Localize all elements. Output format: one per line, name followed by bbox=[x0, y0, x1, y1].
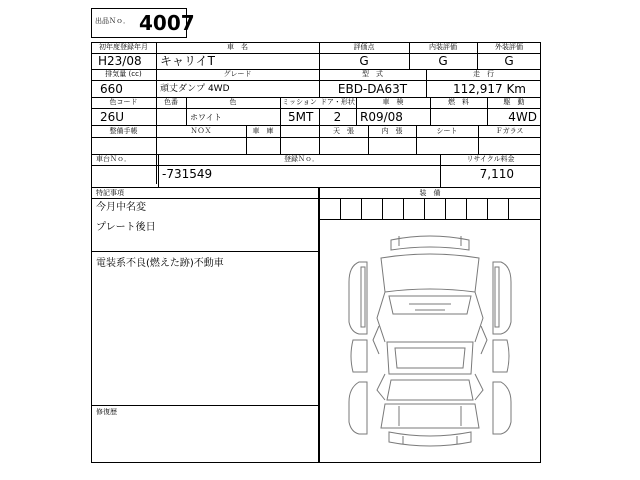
equipment-grid-line bbox=[340, 198, 341, 219]
score-value: G bbox=[359, 54, 369, 68]
car-name-label: 車 名 bbox=[227, 43, 248, 51]
equipment-grid-line bbox=[466, 198, 467, 219]
row-line bbox=[91, 125, 541, 126]
interior-cover-label: 内 張 bbox=[381, 127, 403, 135]
notes-header-line bbox=[91, 198, 319, 199]
color-no-label: 色番 bbox=[164, 98, 178, 106]
color-value: ホワイト bbox=[190, 113, 222, 122]
color-code-value: 26U bbox=[100, 110, 125, 124]
doors-label: ドア・形状 bbox=[320, 98, 355, 106]
grade-label: グレード bbox=[223, 70, 252, 78]
repair-label: 修復歴 bbox=[96, 408, 117, 416]
seat-label: シート bbox=[436, 127, 458, 135]
model-value: EBD-DA63T bbox=[337, 82, 408, 96]
doors-value: 2 bbox=[333, 110, 342, 124]
chassis-value: -731549 bbox=[162, 167, 213, 181]
drive-value: 4WD bbox=[508, 110, 537, 124]
mileage-value: 112,917 Km bbox=[453, 82, 526, 96]
repair-divider bbox=[91, 405, 319, 406]
nox-label: ＮＯＸ bbox=[190, 127, 212, 135]
mileage-label: 走 行 bbox=[473, 70, 494, 78]
color-label: 色 bbox=[229, 98, 237, 106]
notes-label: 特記事項 bbox=[96, 189, 124, 197]
recycle-value: 7,110 bbox=[479, 167, 514, 181]
equipment-grid-line bbox=[487, 198, 488, 219]
recycle-label: リサイクル料金 bbox=[466, 155, 515, 163]
inspection-value: R09/08 bbox=[360, 110, 403, 124]
interior-label: 内装評価 bbox=[429, 43, 457, 51]
equipment-grid-line bbox=[361, 198, 362, 219]
model-label: 型 式 bbox=[362, 70, 383, 78]
glass-label: Ｆガラス bbox=[495, 127, 524, 135]
color-code-label: 色コード bbox=[109, 98, 138, 106]
inspection-label: 車 検 bbox=[382, 98, 404, 106]
first-reg-value: H23/08 bbox=[98, 54, 142, 68]
first-reg-label: 初年度登録年月 bbox=[99, 43, 148, 51]
score-label: 評価点 bbox=[353, 43, 375, 51]
note-line-1: 今月中名変 bbox=[96, 202, 146, 213]
note-line-3: 電装系不良(燃えた跡)不動車 bbox=[96, 258, 224, 269]
row-line bbox=[91, 108, 541, 109]
note-line-2: プレート後日 bbox=[96, 222, 156, 233]
equipment-grid-line bbox=[382, 198, 383, 219]
grade-value: 頑丈ダンプ 4WD bbox=[160, 84, 230, 94]
car-name-value: キャリイT bbox=[160, 54, 215, 68]
equipment-grid-bottom bbox=[319, 219, 541, 220]
drive-label: 駆 動 bbox=[503, 98, 525, 106]
displacement-value: 660 bbox=[100, 82, 123, 96]
interior-value: G bbox=[438, 54, 448, 68]
steering-label: 車 庫 bbox=[252, 127, 274, 135]
manual-label: 整備手帳 bbox=[109, 127, 138, 135]
chassis-label: 車台Ｎｏ． bbox=[96, 155, 131, 163]
displacement-label: 排気量 (cc) bbox=[105, 70, 142, 78]
equipment-grid-line bbox=[445, 198, 446, 219]
exterior-label: 外装評価 bbox=[495, 43, 523, 51]
equipment-grid-line bbox=[403, 198, 404, 219]
mission-label: ミッション bbox=[282, 98, 317, 106]
notes-divider bbox=[91, 251, 319, 252]
lot-number: 4007 bbox=[139, 11, 195, 35]
col-line bbox=[156, 42, 157, 184]
mission-value: 5MT bbox=[288, 110, 314, 124]
sunroof-label: 天 張 bbox=[333, 127, 354, 135]
row-line bbox=[91, 137, 541, 138]
equipment-grid-line bbox=[508, 198, 509, 219]
fuel-label: 燃 料 bbox=[448, 98, 469, 106]
equipment-label: 装 備 bbox=[419, 189, 441, 197]
col-line bbox=[158, 154, 159, 188]
row-line bbox=[91, 80, 541, 81]
car-body-diagram bbox=[319, 222, 541, 462]
row-line bbox=[91, 53, 541, 54]
exterior-value: G bbox=[504, 54, 514, 68]
lot-number-label: 出品Ｎｏ． bbox=[95, 17, 130, 25]
equipment-grid-line bbox=[424, 198, 425, 219]
reg-no-label: 登録Ｎｏ． bbox=[284, 155, 319, 163]
